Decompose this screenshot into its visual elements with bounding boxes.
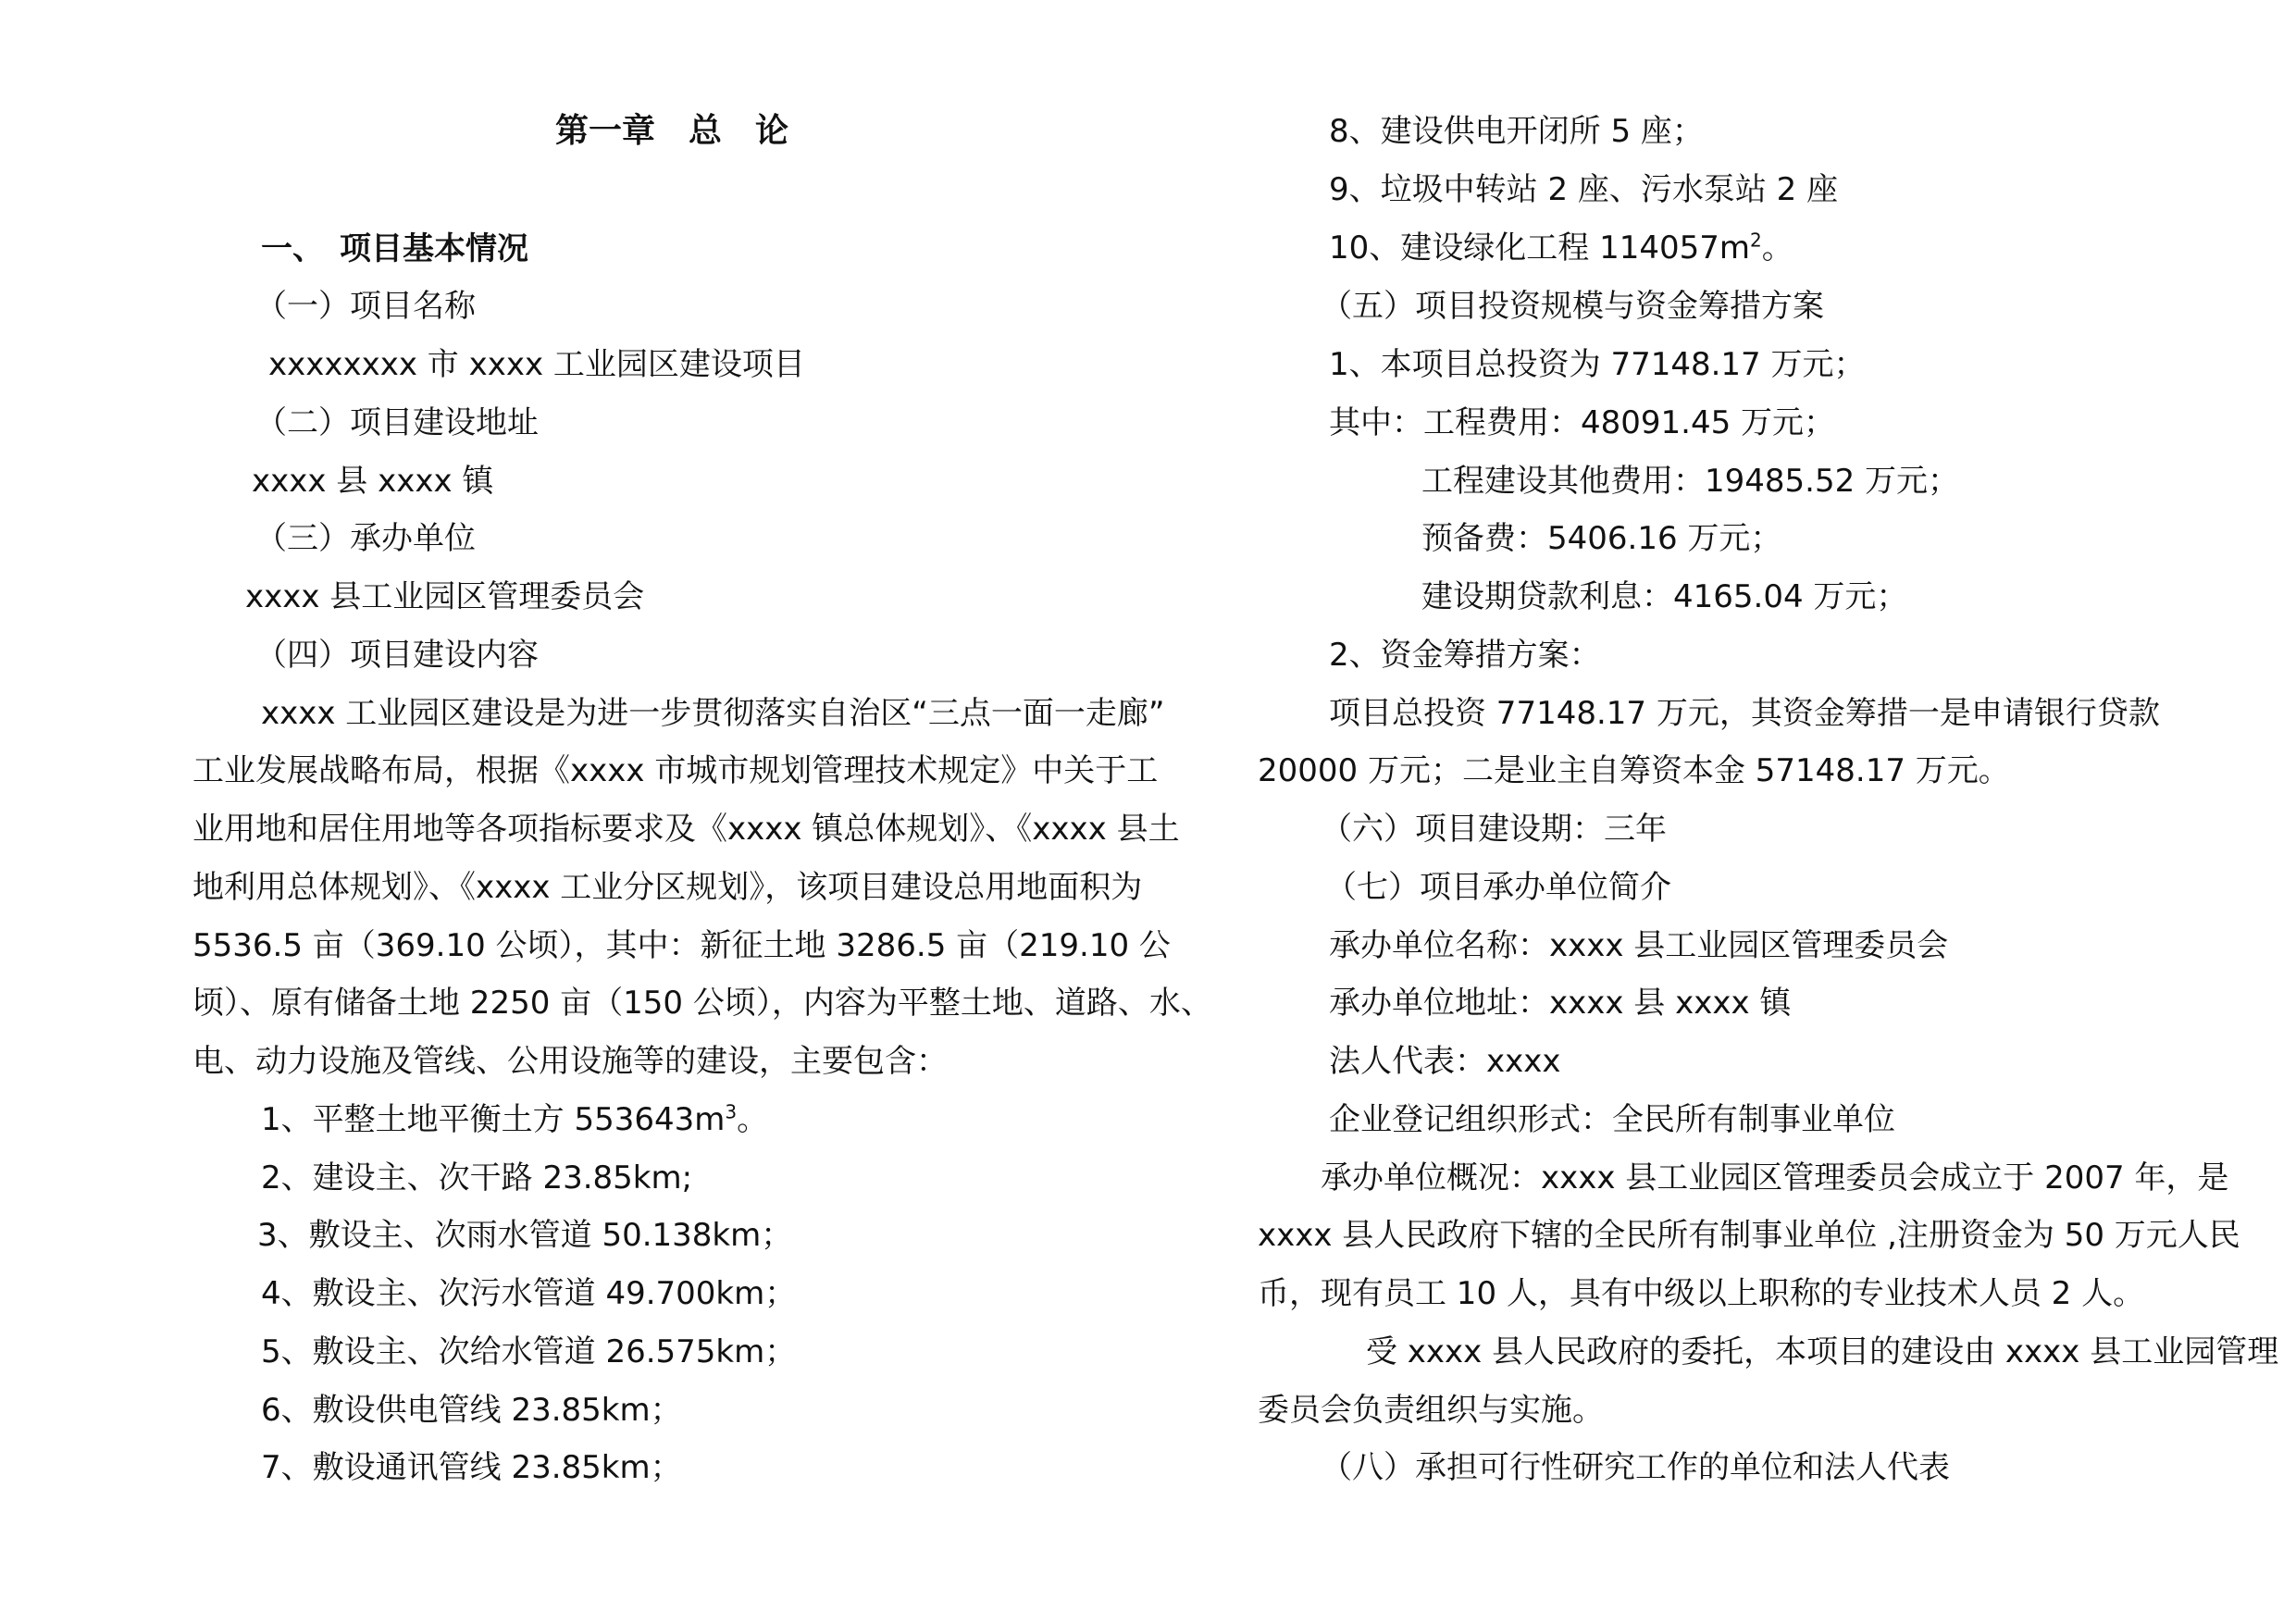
subheading-construction-content: （四）项目建设内容: [255, 637, 539, 674]
funding-plan-label: 2、资金筹措方案：: [1329, 637, 1601, 674]
investment-loan-interest: 建设期贷款利息：4165.04 万元；: [1421, 578, 1908, 615]
content-item-1-text: 1、平整土地平衡土方 553643m: [261, 1101, 726, 1138]
registration-form: 企业登记组织形式：全民所有制事业单位: [1329, 1101, 1895, 1138]
content-paragraph-line: 5536.5 亩（369.10 公顷），其中：新征土地 3286.5 亩（219.10 公: [192, 927, 1171, 964]
content-item-3: 3、敷设主、次雨水管道 50.138km；: [257, 1217, 793, 1254]
project-name: xxxxxxxx 市 xxxx 工业园区建设项目: [268, 346, 805, 383]
investment-engineering: 其中：工程费用：48091.45 万元；: [1329, 404, 1836, 441]
investment-reserve: 预备费：5406.16 万元；: [1421, 520, 1782, 557]
content-paragraph-line: 业用地和居住用地等各项指标要求及《xxxx 镇总体规划》、《xxxx 县土: [192, 811, 1180, 848]
subheading-feasibility-unit: （八）承担可行性研究工作的单位和法人代表: [1321, 1449, 1950, 1486]
subheading-project-name: （一）项目名称: [255, 288, 476, 325]
content-item-10-superscript: 2: [1749, 229, 1762, 252]
subheading-project-site: （二）项目建设地址: [255, 404, 539, 441]
content-paragraph-line: 顷）、原有储备土地 2250 亩（150 公顷），内容为平整土地、道路、水、: [192, 985, 1212, 1022]
content-item-1: [261, 1099, 768, 1140]
overview-paragraph-line: xxxx 县人民政府下辖的全民所有制事业单位 ,注册资金为 50 万元人民: [1258, 1217, 2240, 1254]
subheading-organizer: （三）承办单位: [255, 520, 476, 557]
organizer-address: 承办单位地址：xxxx 县 xxxx 镇: [1329, 985, 1792, 1022]
entrust-paragraph-line: 委员会负责组织与实施。: [1258, 1392, 1604, 1429]
project-site: xxxx 县 xxxx 镇: [252, 463, 494, 500]
organizer-name: xxxx 县工业园区管理委员会: [245, 578, 645, 615]
content-item-1-superscript: 3: [725, 1100, 738, 1123]
organizer-full-name: 承办单位名称：xxxx 县工业园区管理委员会: [1329, 927, 1949, 964]
overview-paragraph-line: 承办单位概况：xxxx 县工业园区管理委员会成立于 2007 年，是: [1321, 1159, 2229, 1196]
entrust-paragraph-line: 受 xxxx 县人民政府的委托，本项目的建设由 xxxx 县工业园管理: [1366, 1333, 2279, 1370]
content-item-5: 5、敷设主、次给水管道 26.575km；: [261, 1333, 797, 1370]
content-item-9: 9、垃圾中转站 2 座、污水泵站 2 座: [1329, 171, 1839, 208]
overview-paragraph-line: 币，现有员工 10 人，具有中级以上职称的专业技术人员 2 人。: [1258, 1275, 2145, 1312]
content-item-10-text: 10、建设绿化工程 114057m: [1329, 229, 1750, 267]
subheading-investment: （五）项目投资规模与资金筹措方案: [1321, 288, 1824, 325]
content-item-8: 8、建设供电开闭所 5 座；: [1329, 113, 1704, 150]
investment-total: 1、本项目总投资为 77148.17 万元；: [1329, 346, 1866, 383]
content-item-2: 2、建设主、次干路 23.85km;: [261, 1159, 693, 1196]
funding-paragraph-line: 20000 万元；二是业主自筹资本金 57148.17 万元。: [1258, 752, 2010, 789]
content-item-6: 6、敷设供电管线 23.85km；: [261, 1392, 682, 1429]
content-paragraph-line: 工业发展战略布局，根据《xxxx 市城市规划管理技术规定》中关于工: [192, 752, 1159, 789]
legal-representative: 法人代表：xxxx: [1329, 1043, 1561, 1080]
content-paragraph-line: 地利用总体规划》、《xxxx 工业分区规划》，该项目建设总用地面积为: [192, 869, 1143, 906]
content-item-10: [1329, 228, 1793, 268]
section-heading: 一、 项目基本情况: [261, 230, 528, 267]
content-item-7: 7、敷设通讯管线 23.85km；: [261, 1449, 682, 1486]
content-item-1-end: 。: [737, 1101, 769, 1138]
subheading-organizer-intro: （七）项目承办单位简介: [1325, 869, 1671, 906]
content-paragraph-line: 电、动力设施及管线、公用设施等的建设，主要包含：: [192, 1043, 948, 1080]
investment-other-costs: 工程建设其他费用：19485.52 万元；: [1421, 463, 1960, 500]
content-paragraph-line: xxxx 工业园区建设是为进一步贯彻落实自治区“三点一面一走廊”: [261, 695, 1165, 732]
subheading-construction-period: （六）项目建设期：三年: [1321, 811, 1667, 848]
content-item-4: 4、敷设主、次污水管道 49.700km；: [261, 1275, 797, 1312]
funding-paragraph-line: 项目总投资 77148.17 万元，其资金筹措一是申请银行贷款: [1329, 695, 2160, 732]
chapter-title: 第一章 总 论: [555, 112, 789, 150]
content-item-10-end: 。: [1761, 229, 1793, 267]
